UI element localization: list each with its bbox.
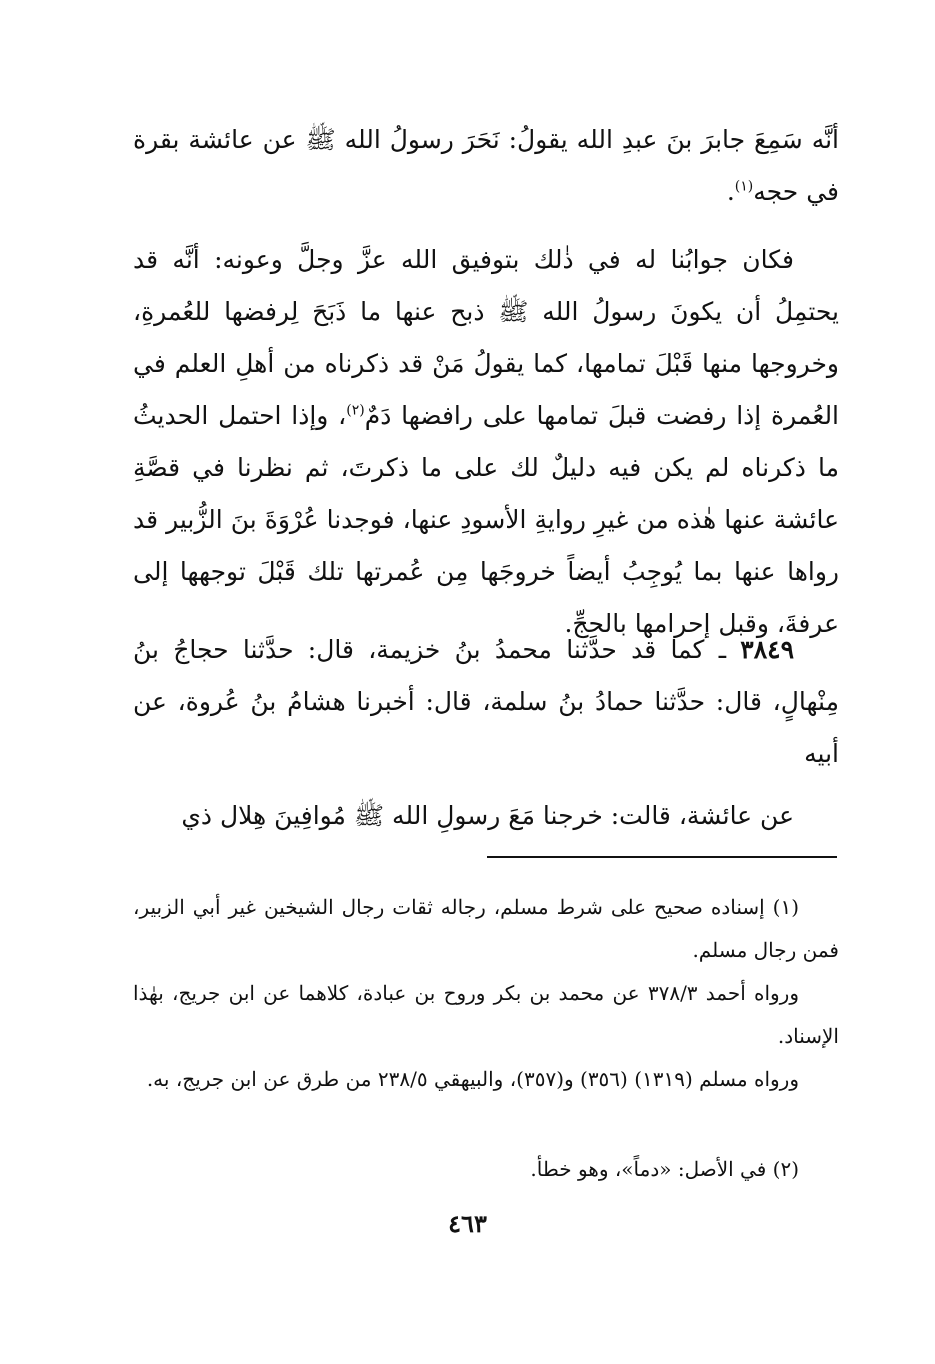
- page-number: ٤٦٣: [448, 1209, 487, 1238]
- paragraph-1-text: أنَّه سَمِعَ جابرَ بنَ عبدِ الله يقولُ: نَحَرَ رسولُ الله ﷺ عن عائشة بقرة في حجه: [133, 125, 839, 206]
- paragraph-2: [133, 234, 839, 650]
- footnote-1-text: (١) إسناده صحيح على شرط مسلم، رجاله ثقات رجال الشيخين غير أبي الزبير، فمن رجال مسلم.: [133, 895, 839, 962]
- footnote-1-continued: [133, 972, 839, 1058]
- paragraph-2-text-a: فكان جوابُنا له في ذٰلك بتوفيق الله عزَّ وجلَّ وعونه: أنَّه قد يحتمِلُ أن يكونَ رسولُ الله ﷺ ذبح عنها ما ذَبَحَ لِرفضها للعُمرةِ، وخروجها منها قَبْلَ تمامها، كما يقولُ مَنْ قد ذكرناه من أهلِ العلم في العُمرة إذا رفضت قبلَ تمامها على رافضها دَمٌ: [133, 245, 840, 430]
- paragraph-2-text-b: ، وإذا احتمل الحديثُ ما ذكرناه لم يكن فيه دليلٌ لك على ما ذكرتَ، ثم نظرنا في قصَّةِ عائشة عنها هٰذه من غيرِ روايةِ الأسودِ عنها، فوجدنا عُرْوَةَ بنَ الزُّبير قد رواها عنها بما يُوجِبُ أيضاً خروجَها مِن عُمرتها تلك قَبْلَ توجهها إلى عرفةَ، وقبل إحرامها بالحجِّ.: [133, 401, 839, 638]
- paragraph-1: [133, 114, 839, 218]
- footnote-ref-1[interactable]: (١): [734, 178, 754, 195]
- paragraph-1-end: .: [726, 177, 735, 206]
- footnote-divider: [487, 856, 837, 858]
- footnote-1: [133, 886, 839, 972]
- hadith-number: ٣٨٤٩: [740, 635, 794, 664]
- footnote-2-text: (٢) في الأصل: «دماً»، وهو خطأ.: [530, 1157, 799, 1181]
- paragraph-4-text: عن عائشة، قالت: خرجنا مَعَ رسولِ الله ﷺ مُوافِينَ هِلال ذي: [181, 801, 794, 830]
- footnote-2: [133, 1148, 839, 1191]
- footnote-1b-text: ورواه أحمد ٣٧٨/٣ عن محمد بن بكر وروح بن عبادة، كلاهما عن ابن جريج، بهٰذا الإسناد.: [133, 981, 839, 1048]
- footnote-1-continued-2: [133, 1058, 839, 1101]
- hadith-3849: [133, 624, 839, 780]
- footnote-ref-2[interactable]: (٢): [346, 402, 365, 419]
- footnote-1c-text: ورواه مسلم (١٣١٩) (٣٥٦) و(٣٥٧)، والبيهقي ٢٣٨/٥ من طرق عن ابن جريج، به.: [146, 1067, 799, 1091]
- paragraph-4: [133, 790, 839, 842]
- hadith-chain: ـ كما قد حدَّثنا محمدُ بنُ خزيمة، قال: حدَّثنا حجاجُ بنُ مِنْهالٍ، قال: حدَّثنا حمادُ بنُ سلمة، قال: أخبرنا هشامُ بنُ عُروة، عن أبيه: [133, 635, 839, 768]
